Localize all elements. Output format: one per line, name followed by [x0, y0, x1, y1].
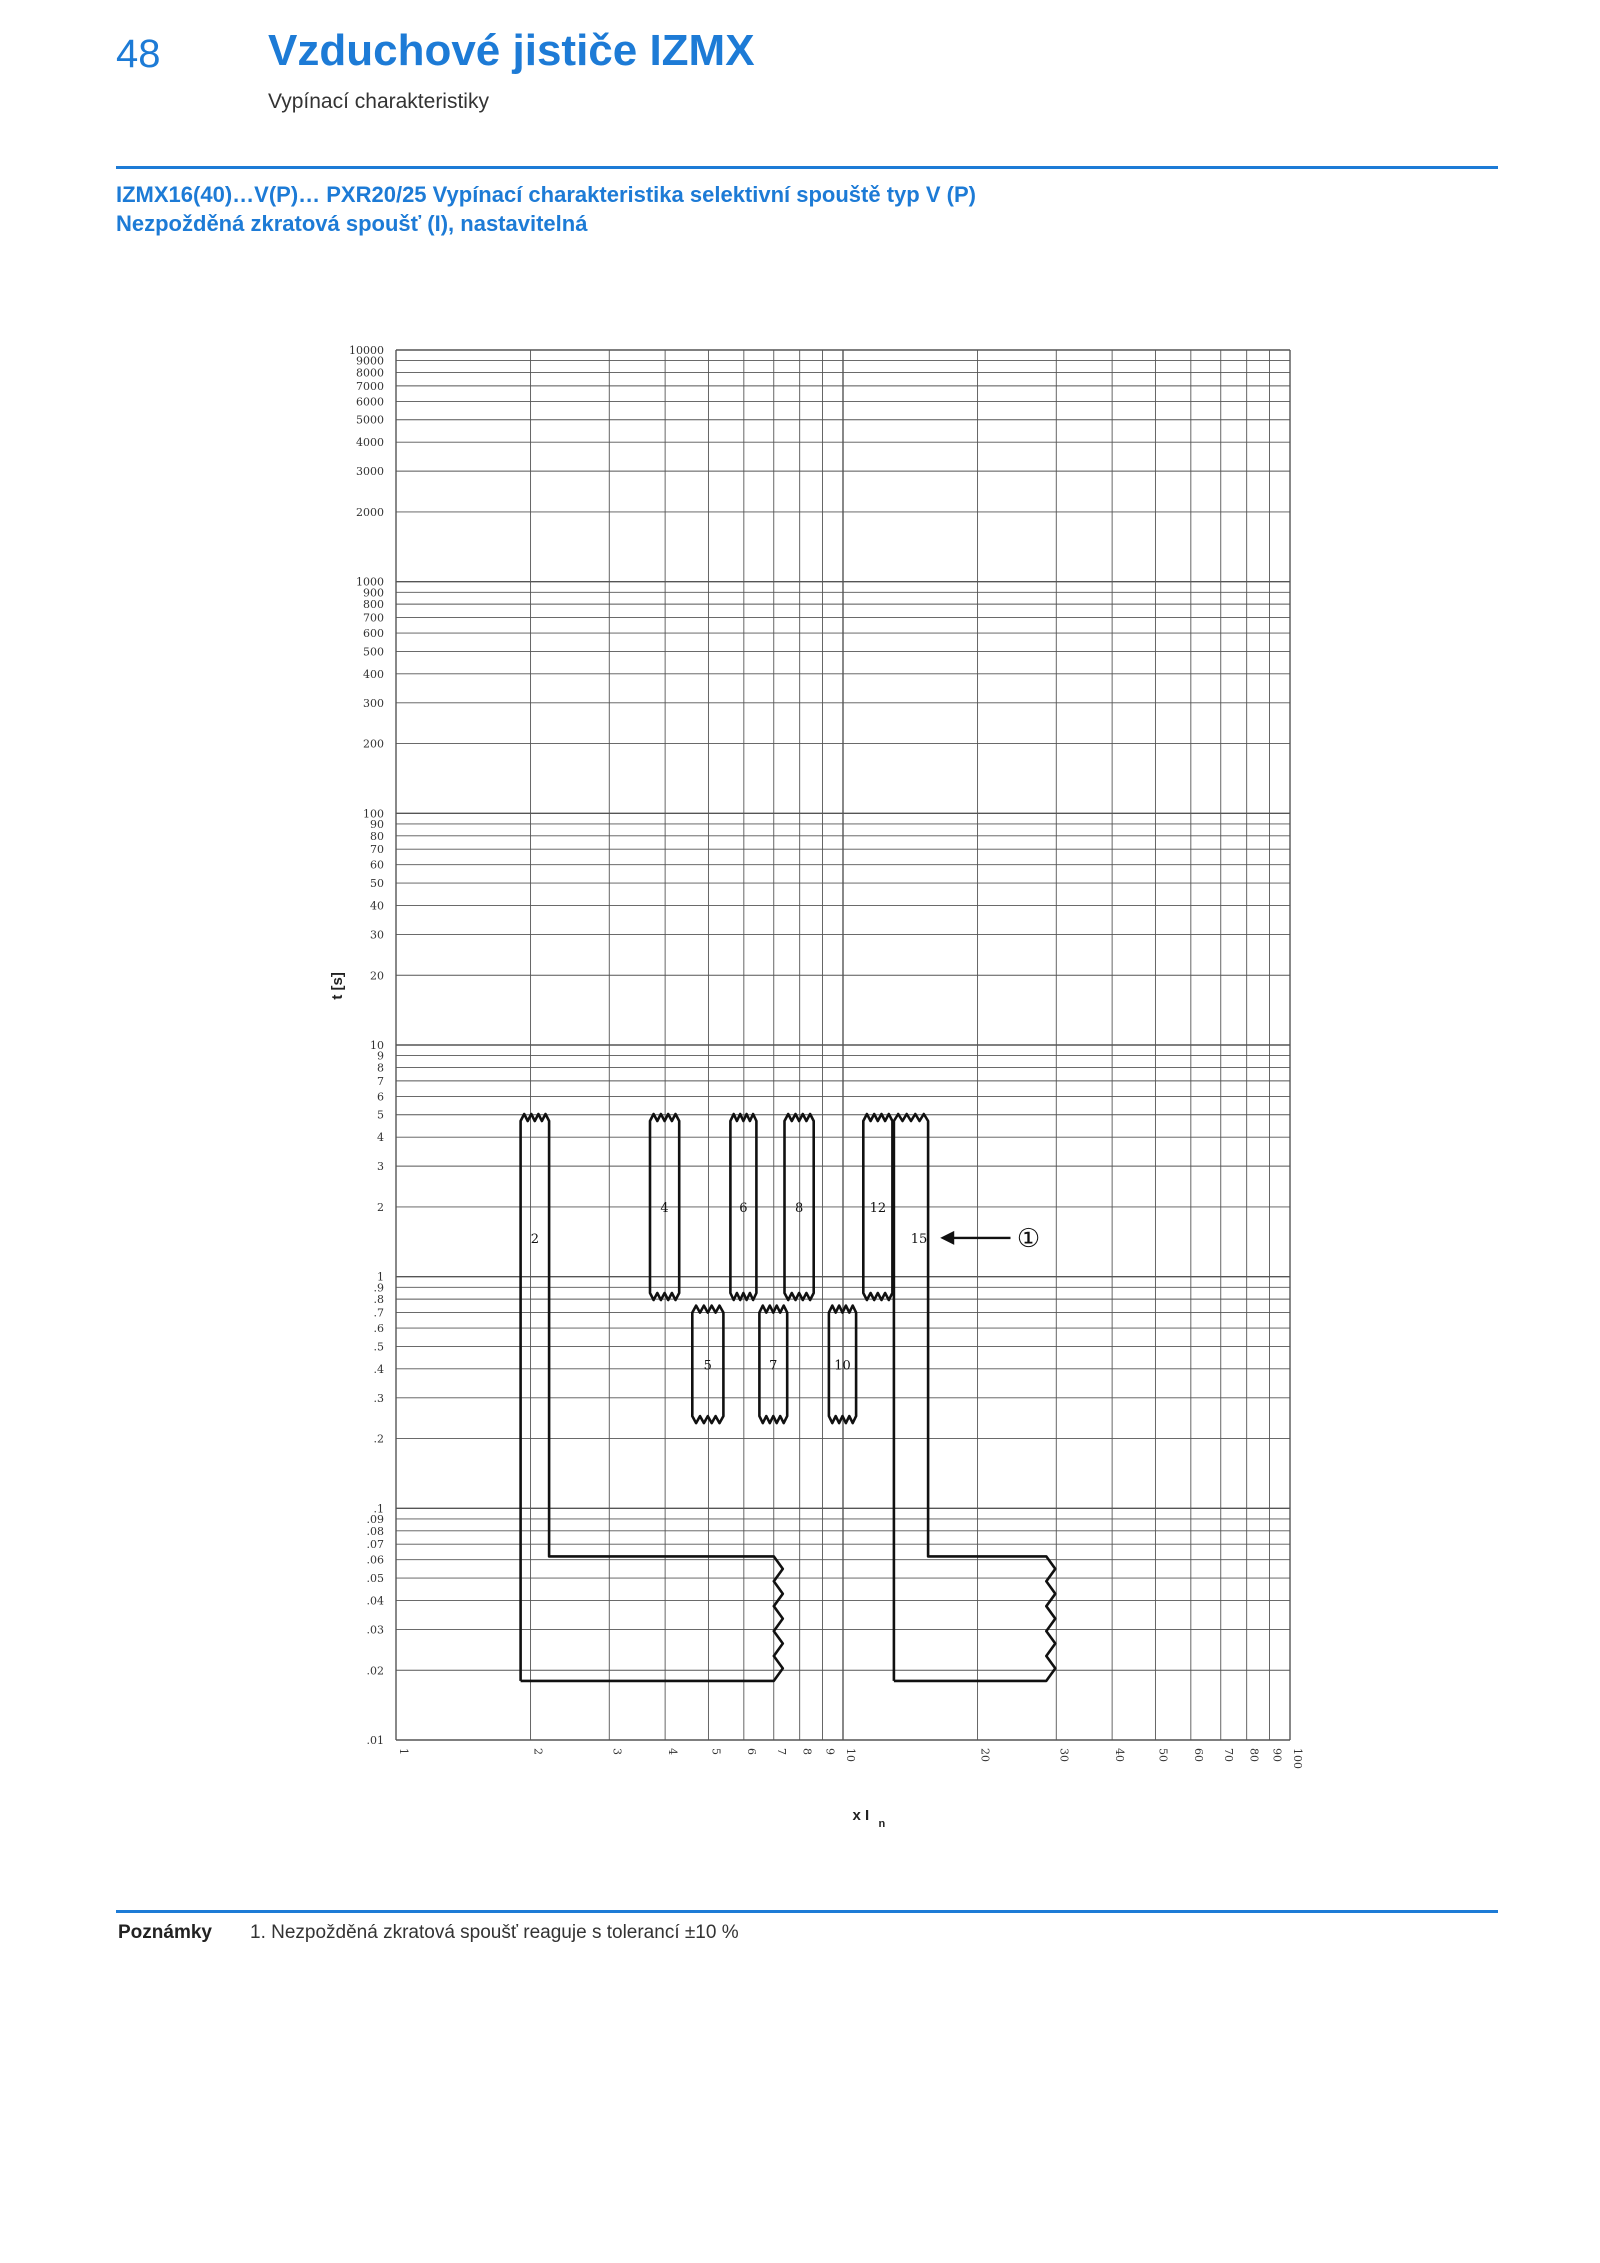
- y-tick-label: 10000: [349, 344, 384, 357]
- page-title: Vzduchové jističe IZMX: [268, 26, 755, 75]
- y-tick-label: 8000: [356, 366, 384, 380]
- y-tick-label: 900: [363, 586, 384, 600]
- curve-label: 15: [910, 1231, 928, 1247]
- y-tick-label: 500: [363, 645, 384, 659]
- y-tick-label: 6000: [356, 395, 384, 409]
- y-tick-label: 100: [363, 807, 384, 821]
- x-tick-label: 8: [800, 1748, 814, 1755]
- y-tick-label: .02: [366, 1664, 384, 1678]
- y-tick-label: .3: [373, 1391, 384, 1405]
- y-tick-label: 90: [370, 817, 384, 831]
- y-tick-label: 3000: [356, 465, 384, 479]
- y-tick-label: 7: [377, 1074, 384, 1088]
- x-axis-label: x I: [852, 1807, 870, 1824]
- curve-label: 2: [530, 1231, 539, 1247]
- y-tick-label: .8: [373, 1293, 384, 1307]
- band-label: 12: [869, 1200, 887, 1216]
- band-label: 7: [769, 1358, 778, 1374]
- x-tick-label: 70: [1221, 1748, 1235, 1762]
- y-tick-label: 300: [363, 696, 384, 710]
- notes-label: Poznámky: [118, 1922, 212, 1943]
- y-tick-label: .9: [373, 1281, 384, 1295]
- x-tick-label: 40: [1113, 1748, 1127, 1762]
- x-tick-label: 7: [774, 1748, 788, 1755]
- y-tick-label: 9000: [356, 354, 384, 368]
- y-tick-label: 8: [377, 1061, 384, 1075]
- y-tick-label: 40: [370, 899, 384, 913]
- y-tick-label: 5: [377, 1108, 384, 1122]
- y-tick-label: .7: [373, 1306, 384, 1320]
- y-tick-label: .2: [373, 1432, 384, 1446]
- trip-characteristic-chart: [320, 330, 1320, 1830]
- y-tick-label: 2000: [356, 505, 384, 519]
- x-tick-label: 5: [709, 1748, 723, 1755]
- y-tick-label: 1000: [356, 575, 384, 589]
- y-tick-label: .04: [366, 1594, 384, 1608]
- x-tick-label: 20: [978, 1748, 992, 1762]
- chart-heading-line2: Nezpožděná zkratová spoušť (I), nastavitelná: [116, 211, 588, 236]
- notes-rule: [116, 1910, 1498, 1913]
- y-tick-label: 5000: [356, 413, 384, 427]
- y-tick-label: 9: [377, 1049, 384, 1063]
- y-tick-label: .01: [366, 1734, 384, 1747]
- band-label: 6: [739, 1200, 748, 1216]
- y-tick-label: 4000: [356, 436, 384, 450]
- y-tick-label: 70: [370, 843, 384, 857]
- y-tick-label: 20: [370, 969, 384, 983]
- y-tick-label: .4: [373, 1362, 384, 1376]
- x-axis-label-subscript: n: [878, 1818, 886, 1830]
- page-subtitle: Vypínací charakteristiky: [268, 90, 489, 113]
- y-tick-label: 80: [370, 829, 384, 843]
- x-tick-label: 10: [844, 1748, 857, 1762]
- y-tick-label: 10: [370, 1039, 384, 1052]
- y-tick-label: .03: [366, 1623, 384, 1637]
- y-tick-label: 700: [363, 611, 384, 625]
- y-tick-label: .07: [366, 1538, 384, 1552]
- x-tick-label: 30: [1057, 1748, 1071, 1762]
- annotation-marker: ①: [1016, 1223, 1041, 1254]
- chart-heading-line1: IZMX16(40)…V(P)… PXR20/25 Vypínací charakteristika selektivní spouště typ V (P): [116, 182, 976, 207]
- y-tick-label: 7000: [356, 379, 384, 393]
- x-tick-label: 3: [610, 1748, 624, 1755]
- y-tick-label: 6: [377, 1090, 384, 1104]
- y-tick-label: 400: [363, 667, 384, 681]
- band-label: 5: [703, 1358, 712, 1374]
- annotation-arrowhead: [940, 1231, 954, 1245]
- y-tick-label: 30: [370, 928, 384, 942]
- y-tick-label: 1: [377, 1270, 384, 1284]
- x-tick-label: 6: [744, 1748, 758, 1755]
- x-tick-label: 1: [397, 1748, 410, 1755]
- y-tick-label: .6: [373, 1322, 384, 1336]
- y-tick-label: 60: [370, 858, 384, 872]
- y-tick-label: .5: [373, 1340, 384, 1354]
- header-rule: [116, 166, 1498, 169]
- x-tick-label: 90: [1270, 1748, 1284, 1762]
- band-label: 8: [794, 1200, 804, 1216]
- y-tick-label: 4: [377, 1131, 384, 1145]
- y-tick-label: .05: [366, 1572, 384, 1586]
- x-tick-label: 2: [531, 1748, 545, 1755]
- band-label: 10: [834, 1358, 851, 1374]
- notes-text: 1. Nezpožděná zkratová spoušť reaguje s tolerancí ±10 %: [250, 1922, 739, 1943]
- y-tick-label: 800: [363, 598, 384, 612]
- y-tick-label: 200: [363, 737, 384, 751]
- x-tick-label: 60: [1191, 1748, 1205, 1762]
- y-tick-label: 50: [370, 877, 384, 891]
- y-tick-label: 600: [363, 627, 384, 641]
- y-tick-label: .06: [366, 1553, 384, 1567]
- y-axis-label: t [s]: [329, 972, 346, 1000]
- y-tick-label: .1: [373, 1502, 384, 1516]
- y-tick-label: 2: [377, 1200, 384, 1214]
- page-number: 48: [116, 32, 161, 76]
- x-tick-label: 80: [1247, 1748, 1261, 1762]
- y-tick-label: 3: [377, 1160, 384, 1174]
- y-tick-label: .08: [366, 1524, 384, 1538]
- x-tick-label: 50: [1156, 1748, 1170, 1762]
- x-tick-label: 4: [666, 1748, 680, 1755]
- y-tick-label: .09: [366, 1512, 384, 1526]
- x-tick-label: 9: [823, 1748, 837, 1755]
- x-tick-label: 100: [1291, 1748, 1304, 1769]
- band-label: 4: [660, 1200, 669, 1216]
